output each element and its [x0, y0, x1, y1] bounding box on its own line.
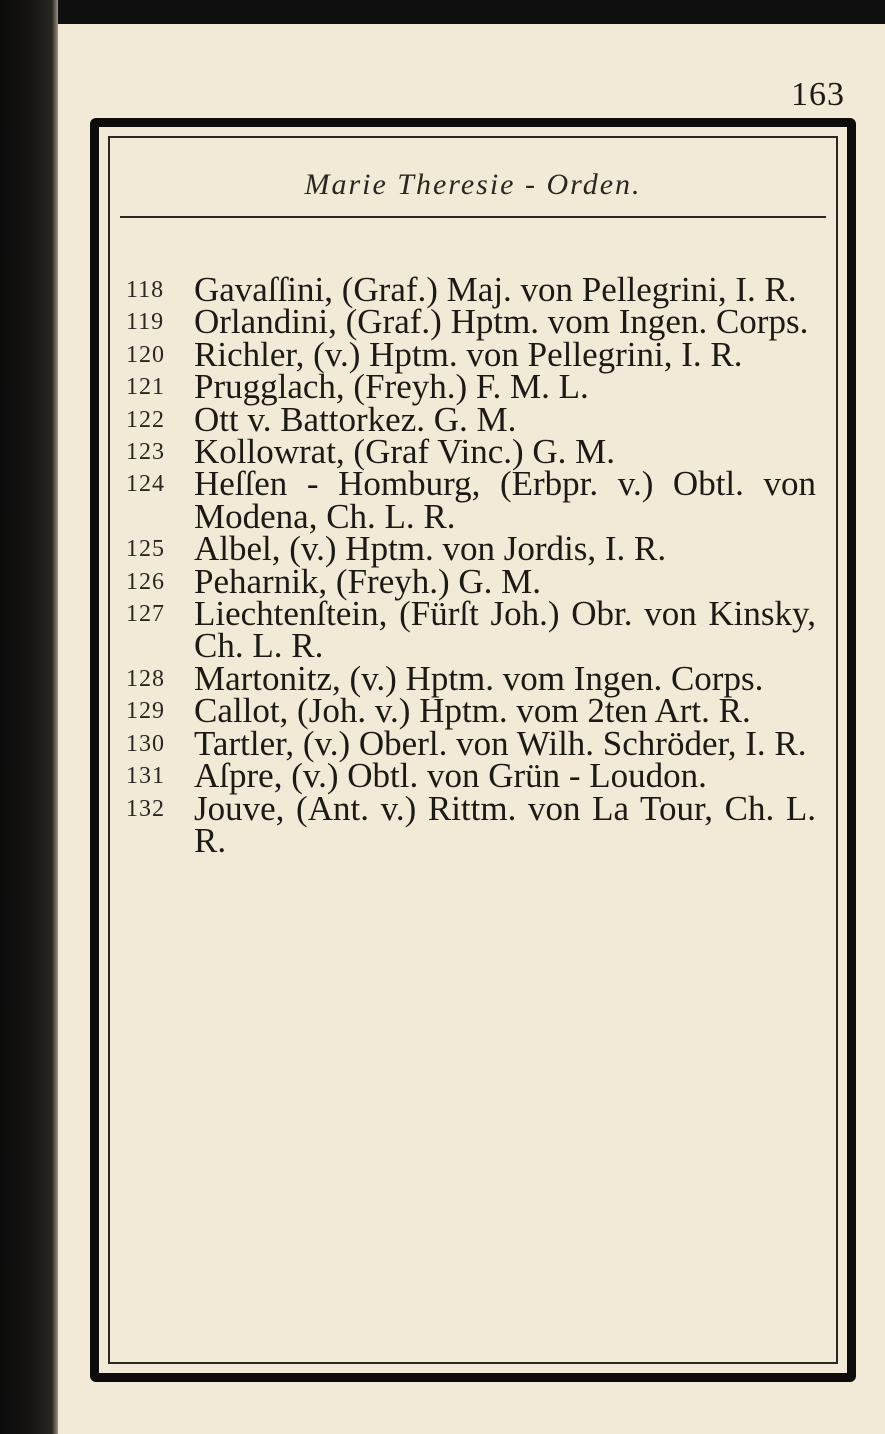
entry-text: Prugglach, (Freyh.) F. M. L. — [194, 367, 589, 407]
entry-number: 119 — [126, 309, 165, 336]
page-frame-inner — [108, 136, 838, 1364]
list-item — [126, 788, 816, 860]
entry-number: 130 — [126, 730, 165, 757]
entry-text: Heſſen - Homburg, (Erbpr. v.) Obtl. von Modena, Ch. L. R. — [194, 464, 816, 536]
page-number: 163 — [791, 76, 845, 113]
running-title: Marie Theresie - Orden. — [304, 168, 642, 201]
header-rule — [120, 216, 826, 218]
entry-text: Tartler, (v.) Oberl. von Wilh. Schröder, I. R. — [194, 723, 807, 763]
list-item — [126, 594, 816, 666]
entry-number: 120 — [126, 341, 165, 368]
entry-list — [126, 270, 816, 860]
list-item — [126, 464, 816, 536]
book-page — [58, 24, 885, 1434]
entry-number: 132 — [126, 795, 165, 822]
entry-number: 126 — [126, 568, 165, 595]
entry-text: Peharnik, (Freyh.) G. M. — [194, 561, 542, 601]
entry-number: 127 — [126, 601, 165, 628]
entry-number: 121 — [126, 374, 165, 401]
scan-top-band — [0, 0, 885, 24]
list-item — [126, 529, 816, 569]
entry-text: Liechtenſtein, (Fürſt Joh.) Obr. von Kinsky, Ch. L. R. — [194, 594, 816, 666]
entry-text: Gavaſſini, (Graf.) Maj. von Pellegrini, I. R. — [194, 270, 797, 309]
entry-number: 131 — [126, 763, 165, 790]
list-item — [126, 756, 816, 796]
list-item — [126, 302, 816, 342]
entry-text: Jouve, (Ant. v.) Rittm. von La Tour, Ch. L. R. — [194, 788, 816, 860]
list-item — [126, 691, 816, 731]
entry-number: 124 — [126, 471, 165, 498]
entry-text: Kollowrat, (Graf Vinc.) G. M. — [194, 432, 616, 472]
entry-number: 128 — [126, 665, 165, 692]
entry-text: Aſpre, (v.) Obtl. von Grün - Loudon. — [194, 756, 707, 796]
entry-number: 129 — [126, 698, 165, 725]
entry-text: Orlandini, (Graf.) Hptm. vom Ingen. Corps. — [194, 302, 809, 342]
list-item — [126, 367, 816, 407]
entry-text: Albel, (v.) Hptm. von Jordis, I. R. — [194, 529, 667, 569]
entry-text: Richler, (v.) Hptm. von Pellegrini, I. R. — [194, 334, 743, 374]
entry-number: 118 — [126, 277, 165, 303]
scan-left-edge — [0, 0, 58, 1434]
entry-number: 123 — [126, 439, 165, 466]
entry-number: 122 — [126, 406, 165, 433]
entry-text: Martonitz, (v.) Hptm. vom Ingen. Corps. — [194, 658, 764, 698]
entry-text: Ott v. Battorkez. G. M. — [194, 399, 517, 439]
entry-text: Callot, (Joh. v.) Hptm. vom 2ten Art. R. — [194, 691, 751, 731]
entry-number: 125 — [126, 536, 165, 563]
page-frame — [90, 118, 856, 1382]
